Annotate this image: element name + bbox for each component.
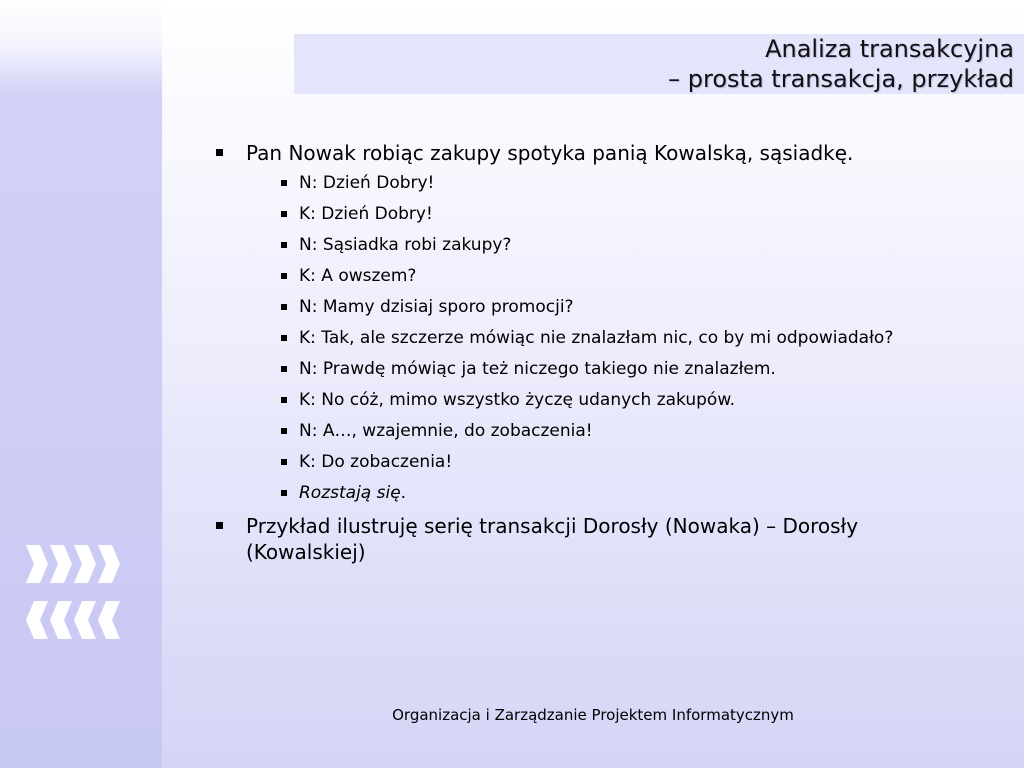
square-bullet-icon [216, 149, 223, 156]
dialogue-line [246, 451, 930, 473]
dialogue-text: N: Prawdę mówiąc ja też niczego takiego nie znalazłem. [299, 359, 776, 379]
chevron-left-shape [74, 601, 96, 639]
bullet-text: Przykład ilustruję serię transakcji Dorosły (Nowaka) – Dorosły (Kowalskiej) [246, 514, 859, 564]
stage-direction-suffix: . [400, 483, 407, 503]
dialogue-text: N: Mamy dzisiaj sporo promocji? [299, 297, 574, 317]
dialogue-line [246, 234, 930, 256]
dialogue-line [246, 296, 930, 318]
square-bullet-icon [281, 397, 287, 403]
bullet-item [210, 513, 930, 565]
left-decorative-panel [0, 0, 162, 768]
chevron-left-shape [98, 601, 120, 639]
dialogue-text: K: Tak, ale szczerze mówiąc nie znalazłam nic, co by mi odpowiadało? [299, 328, 894, 348]
square-bullet-icon [281, 211, 287, 217]
chevron-right-shape [74, 545, 96, 583]
square-bullet-icon [281, 273, 287, 279]
chevron-right-icon [22, 545, 134, 583]
title-bar [294, 34, 1024, 94]
chevron-right-shape [26, 545, 48, 583]
dialogue-line [246, 265, 930, 287]
chevron-right-shape [98, 545, 120, 583]
slide-title-line-2: – prosta transakcja, przykład [668, 65, 1014, 93]
slide-footer: Organizacja i Zarządzanie Projektem Informatycznym [392, 706, 794, 724]
square-bullet-icon [281, 428, 287, 434]
dialogue-text: K: A owszem? [299, 266, 417, 286]
dialogue-text: K: Dzień Dobry! [299, 204, 433, 224]
dialogue-text: N: A…, wzajemnie, do zobaczenia! [299, 421, 593, 441]
dialogue-text: K: No cóż, mimo wszystko życzę udanych zakupów. [299, 390, 736, 410]
slide-title-line-1: Analiza transakcyjna [765, 35, 1014, 63]
dialogue-line [246, 420, 930, 442]
dialogue-text: N: Sąsiadka robi zakupy? [299, 235, 512, 255]
square-bullet-icon [281, 242, 287, 248]
chevron-right-shape [50, 545, 72, 583]
dialogue-text: K: Do zobaczenia! [299, 452, 453, 472]
chevron-left-icon [22, 601, 134, 639]
square-bullet-icon [281, 180, 287, 186]
square-bullet-icon [281, 304, 287, 310]
chevron-left-shape [26, 601, 48, 639]
dialogue-line [246, 389, 930, 411]
bullet-text: Pan Nowak robiąc zakupy spotyka panią Kowalską, sąsiadkę. [246, 141, 854, 165]
square-bullet-icon [216, 522, 223, 529]
dialogue-line [246, 482, 930, 504]
slide-title [668, 34, 1014, 94]
dialogue-line [246, 172, 930, 194]
dialogue-text: N: Dzień Dobry! [299, 173, 435, 193]
stage-direction-text: Rozstają się [299, 483, 401, 503]
bullet-item [210, 140, 930, 504]
slide-content [210, 140, 930, 571]
square-bullet-icon [281, 366, 287, 372]
square-bullet-icon [281, 459, 287, 465]
chevron-left-shape [50, 601, 72, 639]
bullet-list [210, 140, 930, 565]
dialogue-line [246, 327, 930, 349]
square-bullet-icon [281, 335, 287, 341]
dialogue-line [246, 358, 930, 380]
square-bullet-icon [281, 490, 287, 496]
dialogue-line [246, 203, 930, 225]
dialogue-list [246, 172, 930, 504]
